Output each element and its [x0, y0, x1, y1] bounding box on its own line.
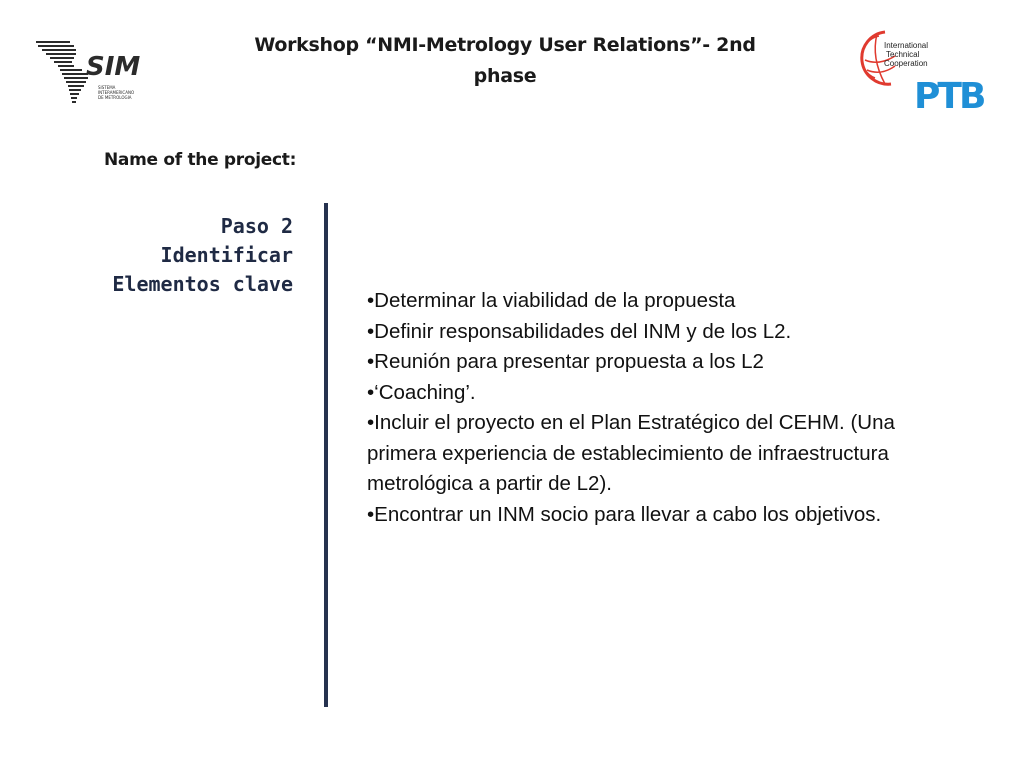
vertical-divider — [324, 203, 328, 707]
sim-logo-icon — [34, 35, 144, 110]
step-heading — [112, 212, 293, 299]
step-heading-line-2: Identificar — [160, 243, 293, 267]
svg-text:Cooperation: Cooperation — [884, 59, 928, 68]
project-name-label: Name of the project: — [104, 150, 297, 170]
bullet-item: •Encontrar un INM socio para llevar a cabo los objetivos. — [367, 502, 882, 526]
svg-text:SISTEMA: SISTEMA — [98, 85, 116, 90]
bullet-item: •Reunión para presentar propuesta a los L2 — [367, 350, 764, 373]
bullet-item: •Incluir el proyecto en el Plan Estratégico del CEHM. (Una primera experiencia de establecimiento de infraestructura metrológica a partir de L2). — [367, 411, 895, 495]
step-heading-line-1: Paso 2 — [220, 214, 293, 238]
ptb-logo-icon — [914, 74, 984, 117]
bullet-item: •‘Coaching’. — [367, 380, 476, 404]
svg-text:SIM: SIM — [86, 52, 141, 82]
americas-map-icon — [36, 41, 88, 103]
bullet-item: •Determinar la viabilidad de la propuesta — [367, 289, 736, 312]
slide-title-line-2: phase — [473, 65, 537, 87]
svg-text:INTERAMERICANO: INTERAMERICANO — [98, 90, 135, 95]
step-heading-line-3: Elementos clave — [112, 272, 293, 296]
bullet-item: •Definir responsabilidades del INM y de los L2. — [367, 319, 792, 343]
slide-title — [240, 30, 770, 92]
svg-text:DE METROLOGIA: DE METROLOGIA — [98, 95, 132, 100]
bullet-list — [367, 286, 967, 530]
svg-text:Technical: Technical — [886, 50, 920, 59]
slide-title-line-1: Workshop “NMI-Metrology User Relations”- 2nd — [254, 34, 756, 56]
svg-text:PTB: PTB — [914, 76, 984, 117]
svg-text:International: International — [884, 41, 929, 50]
